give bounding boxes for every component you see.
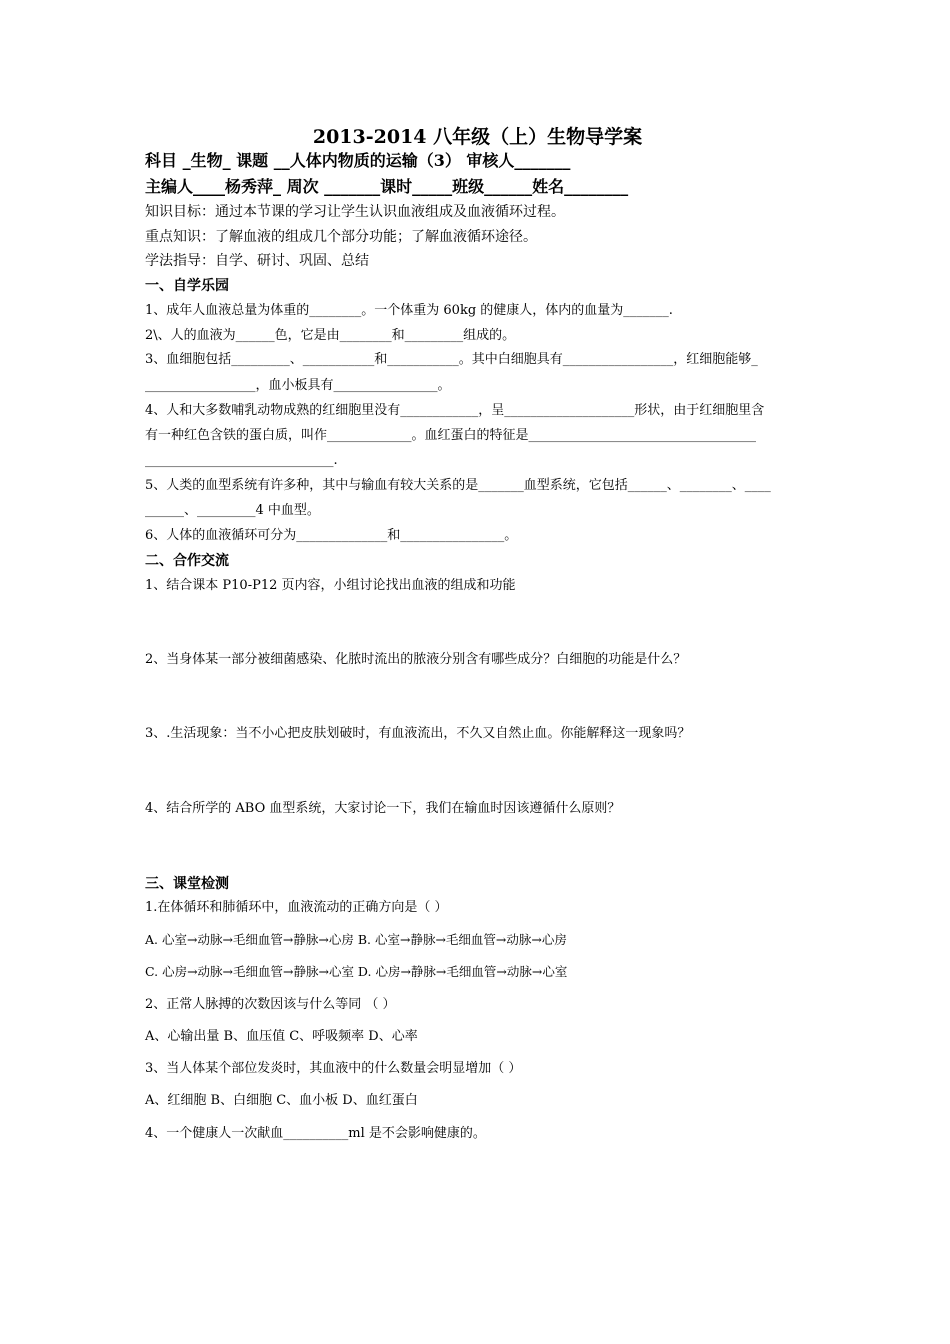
s1-question-3: 3、血细胞包括_________、___________和___________。其中白细胞具有_________________，红细胞能够_	[145, 352, 758, 367]
s2-question-2: 2、当身体某一部分被细菌感染、化脓时流出的脓液分别含有哪些成分？白细胞的功能是什么？	[145, 652, 687, 667]
s3-question-1-options-cd: C. 心房→动脉→毛细血管→静脉→心室 D. 心房→静脉→毛细血管→动脉→心室	[145, 964, 568, 979]
s1-question-4-cont: 有一种红色含铁的蛋白质，叫作_____________。血红蛋白的特征是___________________________________	[145, 428, 757, 443]
section-3-heading: 三、课堂检测	[145, 876, 229, 892]
s2-question-3: 3、.生活现象：当不小心把皮肤划破时，有血液流出，不久又自然止血。你能解释这一现象吗？	[145, 726, 691, 741]
s3-question-4: 4、一个健康人一次献血__________ml 是不会影响健康的。	[145, 1126, 486, 1141]
s3-question-3-options: A、红细胞 B、白细胞 C、血小板 D、血红蛋白	[145, 1093, 418, 1108]
s2-question-4: 4、结合所学的 ABO 血型系统，大家讨论一下，我们在输血时因该遵循什么原则？	[145, 801, 621, 816]
header-author-line: 主编人____杨秀萍_ 周次 _______课时_____班级______姓名________	[145, 177, 629, 196]
s1-question-4: 4、人和大多数哺乳动物成熟的红细胞里没有____________，呈____________________形状，由于红细胞里含	[145, 403, 765, 418]
section-2-heading: 二、合作交流	[145, 553, 229, 569]
s1-question-3-cont: _________________，血小板具有________________。	[145, 378, 451, 393]
study-method: 学法指导：自学、研讨、巩固、总结	[145, 253, 369, 269]
s1-question-4-cont-2: _____________________________.	[145, 453, 338, 468]
section-1-heading: 一、自学乐园	[145, 278, 229, 294]
s1-question-1: 1、成年人血液总量为体重的________。一个体重为 60kg 的健康人，体内的血量为_______.	[145, 303, 673, 318]
s3-question-2: 2、正常人脉搏的次数因该与什么等同 （ ）	[145, 997, 396, 1012]
knowledge-goal: 知识目标：通过本节课的学习让学生认识血液组成及血液循环过程。	[145, 204, 565, 220]
s2-question-1: 1、结合课本 P10-P12 页内容，小组讨论找出血液的组成和功能	[145, 578, 516, 593]
s1-question-6: 6、人体的血液循环可分为______________和________________。	[145, 528, 518, 543]
s3-question-3: 3、当人体某个部位发炎时，其血液中的什么数量会明显增加（ ）	[145, 1061, 522, 1076]
s3-question-2-options: A、心输出量 B、血压值 C、呼吸频率 D、心率	[145, 1029, 418, 1044]
s1-question-2: 2\、人的血液为______色，它是由________和_________组成的。	[145, 328, 516, 343]
key-knowledge: 重点知识：了解血液的组成几个部分功能；了解血液循环途径。	[145, 229, 537, 245]
s1-question-5-cont: ______、_________4 中血型。	[145, 503, 320, 518]
header-subject-line: 科目 _生物_ 课题 __人体内物质的运输（3） 审核人_______	[145, 151, 571, 170]
s1-question-5: 5、人类的血型系统有许多种，其中与输血有较大关系的是_______血型系统，它包括______、________、____	[145, 478, 771, 493]
s3-question-1: 1.在体循环和肺循环中，血液流动的正确方向是（ ）	[145, 900, 448, 915]
page-title: 2013-2014 八年级（上）生物导学案	[312, 126, 643, 148]
s3-question-1-options-ab: A. 心室→动脉→毛细血管→静脉→心房 B. 心室→静脉→毛细血管→动脉→心房	[145, 932, 567, 947]
